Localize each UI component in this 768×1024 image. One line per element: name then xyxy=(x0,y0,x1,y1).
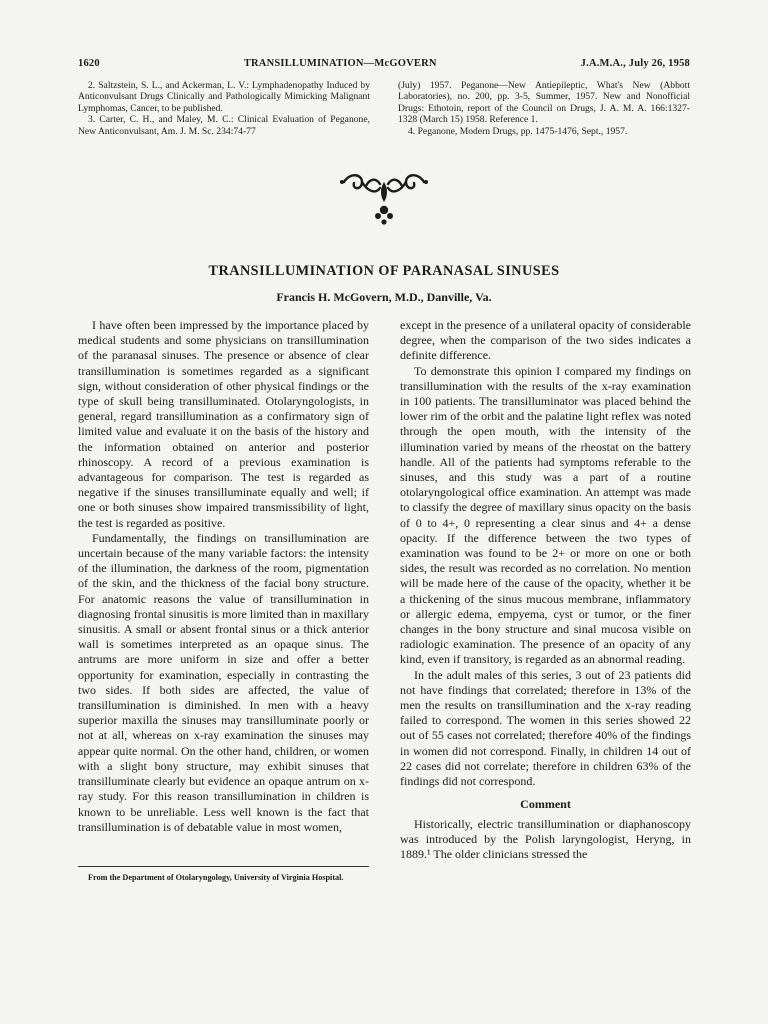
reference-column-right xyxy=(398,80,690,137)
ornament-icon xyxy=(336,168,432,228)
reference-item: (July) 1957. Peganone—New Antiepileptic, What's New (Abbott Laboratories), no. 200, pp. 3-5, Summer, 1957. New and Nonofficial Drugs: Ethotoin, report of the Council on Drugs, J. A. M. A. 166:1327-1328 (March 15) 1958. Reference 1. xyxy=(398,80,690,126)
footnote-text: From the Department of Otolaryngology, University of Virginia Hospital. xyxy=(88,873,344,882)
affiliation-footnote xyxy=(78,866,369,883)
article-byline: Francis H. McGovern, M.D., Danville, Va. xyxy=(276,290,492,304)
body-paragraph: Historically, electric transillumination or diaphanoscopy was introduced by the Polish laryngologist, Heryng, in 1889.¹ The older clinicians stressed the xyxy=(400,816,691,861)
running-header xyxy=(78,58,690,69)
article-title: TRANSILLUMINATION OF PARANASAL SINUSES xyxy=(208,263,560,279)
body-paragraph: I have often been impressed by the importance placed by medical students and some physicians on transillumination of the paranasal sinuses. The presence or absence of clear transillumination is sometimes regarded as a significant sign, without consideration of other physical findings or the type of skull being transilluminated. Otolaryngologists, in general, regard transillumination as a confirmatory sign of limited value and evaluate it on the basis of the history and the information obtained on anterior and posterior rhinoscopy. A record of a previous examination is advantageous for comparison. The test is regarded as negative if the sinuses transilluminate equally and well; if one or both sinuses show impaired transmissibility of light, the test is regarded as positive. xyxy=(78,318,369,530)
reference-item: 4. Peganone, Modern Drugs, pp. 1475-1476, Sept., 1957. xyxy=(408,125,628,137)
reference-list xyxy=(78,80,690,137)
body-paragraph: In the adult males of this series, 3 out of 23 patients did not have findings that correlated; therefore in 13% of the men the results on transillumination and the x-ray reading failed to correspond. The women in this series showed 22 out of 55 cases not correlated; therefore 40% of the findings in women did not correspond. Finally, in children 14 out of 22 cases did not correlate; therefore in children 63% of the findings did not correspond. xyxy=(400,667,691,789)
running-title: TRANSILLUMINATION—McGOVERN xyxy=(243,58,437,69)
journal-citation: J.A.M.A., July 26, 1958 xyxy=(580,58,690,69)
page-number: 1620 xyxy=(78,58,100,69)
body-paragraph: To demonstrate this opinion I compared my findings on transillumination with the results of the x-ray examination in 100 patients. The transilluminator was placed behind the lower rim of the orbit and the palatine light reflex was noted through the open mouth, with the intensity of the illumination varied by means of the rheostat on the battery handle. All of the patients had symptoms referable to the sinuses, and this study was a part of a routine otolaryngological office examination. An attempt was made to classify the degree of maxillary sinus opacity on the basis of 0 to 4+, 0 representing a clear sinus and 4+ a dense opacity. If the difference between the two types of examination was found to be 2+ or more on one or both sides, the result was recorded as no correlation. No mention will be made here of the cause of the opacity, whether it be a thickening of the sinus mucous membrane, inflammatory or allergic edema, empyema, cyst or tumor, or the finer changes in the bony structure and sinal mucosa visible on radiologic examination. The presence of an opacity of any kind, even if transitory, is regarded as an abnormal reading. xyxy=(400,363,691,667)
body-column-left xyxy=(78,318,369,835)
body-column-right xyxy=(400,318,691,862)
body-paragraph: Fundamentally, the findings on transillumination are uncertain because of the many variable factors: the intensity of the illumination, the darkness of the room, pigmentation of the skin, and the thickness of the facial bony structure. For anatomic reasons the value of transillumination in diagnosing frontal sinusitis is more limited than in maxillary sinusitis. A small or absent frontal sinus or a thick anterior wall is sometimes interpreted as an opaque sinus. The antrums are more uniform in size and offer a better opportunity for examination, especially in contrasting the two sides. If both sides are affected, the value of transillumination is diminished. In men with a heavy superior maxilla the sinuses may transilluminate poorly or not at all, whereas on x-ray examination the sinuses may appear quite normal. On the other hand, children, or women with a slight bony structure, may exhibit sinuses that transilluminate clearly but evidence an opaque antrum on x-ray study. For this reason transillumination in children is known to be unreliable. Less well known is the fact that transillumination is of debatable value in most women, xyxy=(78,530,369,834)
reference-item: 3. Carter, C. H., and Maley, M. C.: Clinical Evaluation of Peganone, New Anticonvulsant, Am. J. M. Sc. 234:74-77 xyxy=(78,114,370,137)
body-paragraph: except in the presence of a unilateral opacity of considerable degree, when the comparison of the two sides indicates a definite difference. xyxy=(400,318,691,363)
section-heading-comment: Comment xyxy=(520,797,571,812)
reference-column-left xyxy=(78,80,370,137)
reference-item: 2. Saltzstein, S. L., and Ackerman, L. V.: Lymphadenopathy Induced by Anticonvulsant Drugs Clinically and Pathologically Mimicking Malignant Lymphomas, Cancer, to be published. xyxy=(78,80,370,114)
